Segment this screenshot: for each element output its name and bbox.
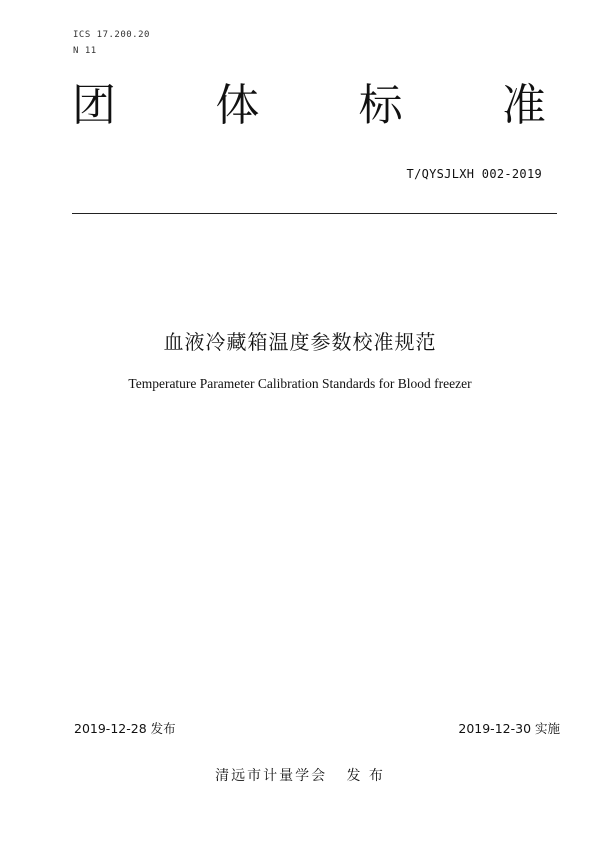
issuer-action: 发 布 <box>346 768 385 784</box>
document-title-english: Temperature Parameter Calibration Standards for Blood freezer <box>128 376 472 391</box>
standard-number: T/QYSJLXH 002-2019 <box>406 167 542 181</box>
standard-type-char-2: 体 <box>215 80 260 131</box>
issuer-line <box>0 765 600 785</box>
standard-type-char-4: 准 <box>501 80 546 131</box>
issuer-organization: 清远市计量学会 <box>215 768 328 784</box>
header-divider <box>72 213 557 214</box>
ccs-code: N 11 <box>73 46 97 56</box>
issue-date: 2019-12-28 发布 <box>74 721 176 736</box>
standard-type-char-1: 团 <box>72 80 116 131</box>
document-title-chinese: 血液冷藏箱温度参数校准规范 <box>163 330 437 354</box>
standard-type-heading <box>72 78 546 134</box>
standard-type-char-3: 标 <box>358 80 403 131</box>
ics-code: ICS 17.200.20 <box>73 30 150 40</box>
implementation-date: 2019-12-30 实施 <box>458 721 560 736</box>
